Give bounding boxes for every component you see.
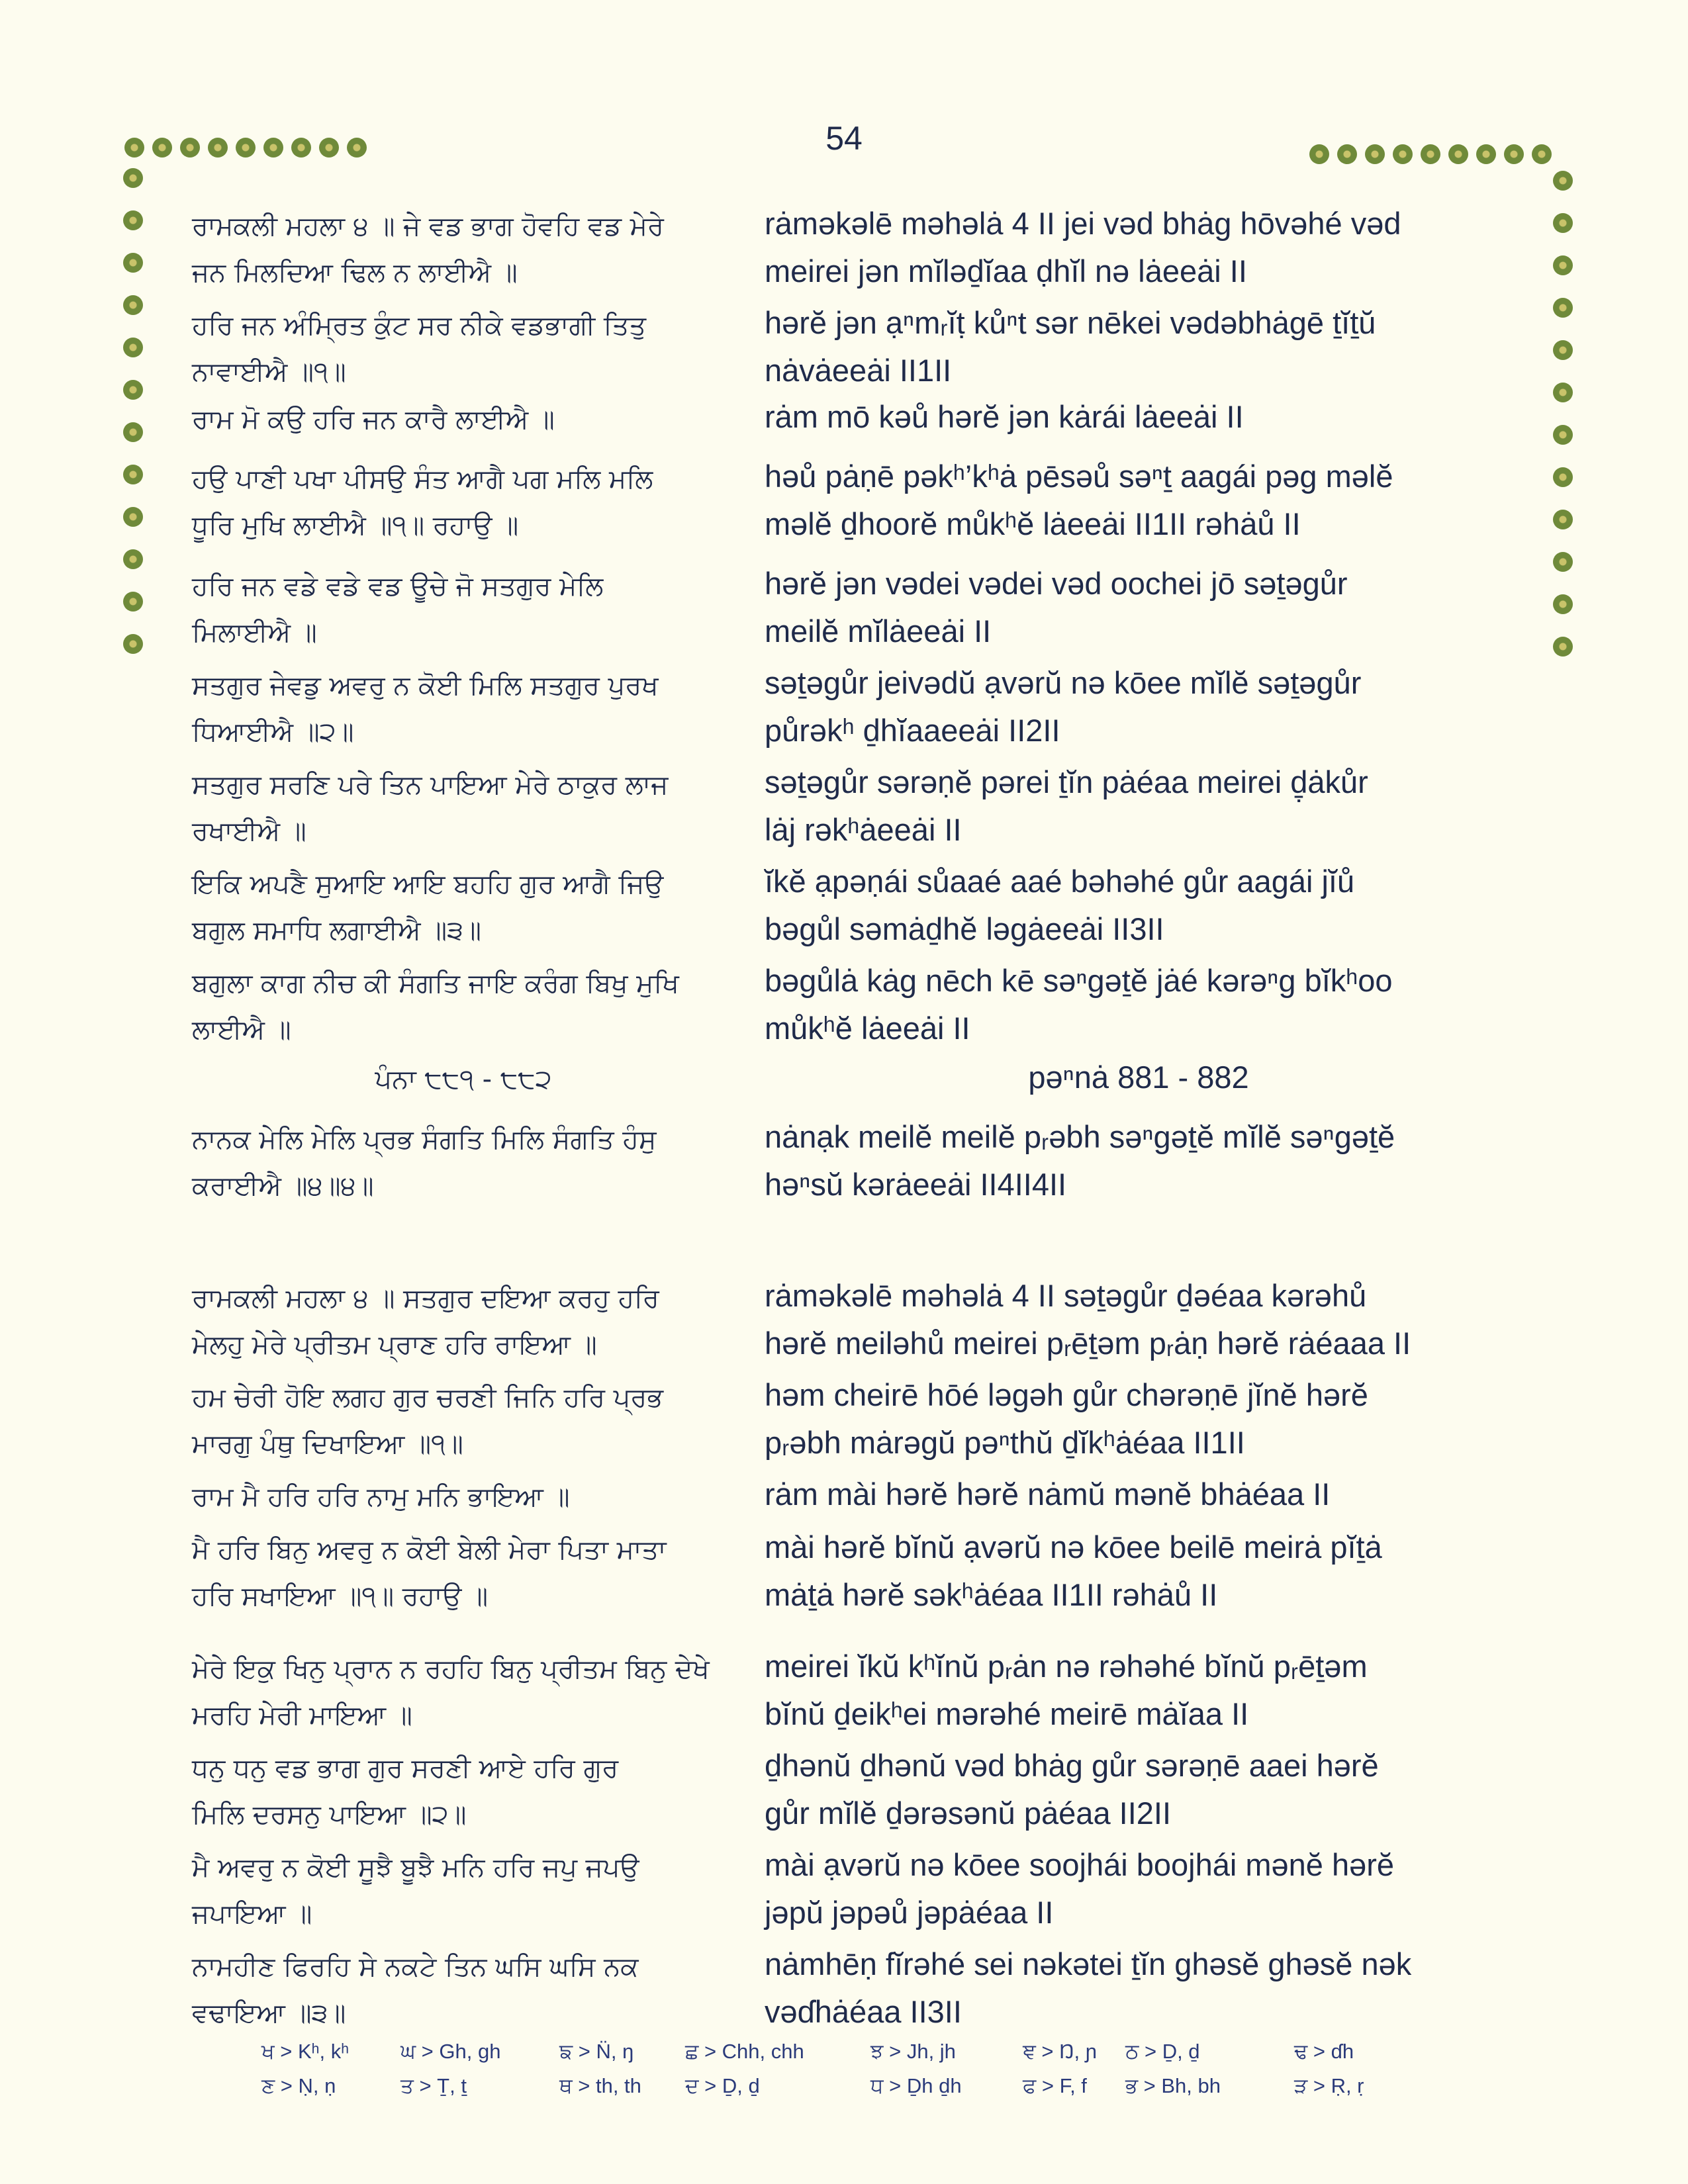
gurmukhi-line: ਬਗੁਲ ਸਮਾਧਿ ਲਗਾਈਐ ॥੩॥ (192, 915, 481, 946)
flower-ornament-icon (1393, 144, 1413, 164)
gurmukhi-verse (192, 457, 735, 549)
flower-ornament-icon (1553, 637, 1573, 657)
flower-ornament-icon (180, 138, 200, 158)
flower-ornament-icon (1337, 144, 1357, 164)
flower-ornament-icon (1448, 144, 1468, 164)
transliteration-line: mài hərĕ bĭnŭ ạvərŭ nə kōee beilē meirȧ pĭṯȧ (765, 1529, 1382, 1565)
transliteration-verse (765, 659, 1513, 754)
legend-item: ਞ > Ŋ, ɲ (1023, 2040, 1098, 2063)
gurmukhi-verse (192, 663, 735, 756)
flower-ornament-icon (208, 138, 228, 158)
transliteration-line: bəgůlȧ kȧg nēch kē səⁿgəṯĕ jȧé kərəⁿg bĭkʰoo (765, 963, 1393, 998)
gurmukhi-line: ਰਖਾਈਐ ॥ (192, 816, 306, 846)
transliteration-verse (765, 560, 1513, 655)
transliteration-line: həⁿsŭ kərȧeeȧi II4II4II (765, 1167, 1067, 1202)
transliteration-line: ḏhənŭ ḏhənŭ vəd bhȧg gůr sərəṇē aaei hərĕ (765, 1748, 1379, 1783)
transliteration-verse (765, 299, 1513, 394)
transliteration-line: həm cheirē hōé ləgəh gůr chərəṇē jĭnĕ hərĕ (765, 1377, 1368, 1412)
gurmukhi-verse (192, 1375, 735, 1468)
gurmukhi-line: ਮਾਰਗੁ ਪੰਥੁ ਦਿਖਾਇਆ ॥੧॥ (192, 1429, 463, 1459)
transliteration-line: nȧmhēṇ fĭrəhé sei nəkətei ṯĭn ghəsĕ ghəsĕ nək (765, 1946, 1412, 1981)
flower-ornament-icon (123, 338, 143, 357)
gurmukhi-verse (192, 303, 735, 396)
transliteration-line: můkʰĕ lȧeeȧi II (765, 1011, 970, 1046)
legend-item: ਖ > Kʰ, kʰ (261, 2040, 350, 2063)
flower-ornament-icon (291, 138, 311, 158)
gurmukhi-line: ਜਪਾਇਆ ॥ (192, 1899, 312, 1929)
transliteration-line: bəgůl səmȧḏhĕ ləgȧeeȧi II3II (765, 911, 1164, 946)
gurmukhi-line: ਹਰਿ ਜਨ ਅੰਮ੍ਰਿਤ ਕੁੰਟ ਸਰ ਨੀਕੇ ਵਡਭਾਗੀ ਤਿਤੁ (192, 310, 647, 341)
gurmukhi-line: ਕਰਾਈਐ ॥੪॥੪॥ (192, 1171, 374, 1201)
legend-item: ਛ > Chh, chh (685, 2040, 804, 2063)
transliteration-line: gůr mĭlĕ ḏərəsənŭ pȧéaa II2II (765, 1796, 1172, 1831)
gurmukhi-verse (192, 1117, 735, 1210)
flower-ornament-icon (123, 465, 143, 484)
flower-ornament-icon (1553, 255, 1573, 275)
gurmukhi-verse (192, 862, 735, 954)
transliteration-line: nȧvȧeeȧi II1II (765, 353, 952, 388)
flower-ornament-icon (1553, 510, 1573, 529)
transliteration-line: bĭnŭ ḏeikʰei mərəhé meirē mȧĭaa II (765, 1696, 1249, 1731)
gurmukhi-line: ਮਰਹਿ ਮੇਰੀ ਮਾਇਆ ॥ (192, 1700, 412, 1731)
gurmukhi-verse (192, 397, 735, 442)
transliteration-line: həů pȧṇē pəkʰ’kʰȧ pēsəů səⁿṯ aagái pəg məlĕ (765, 459, 1393, 494)
legend-item: ਙ > N̈, ŋ (559, 2040, 634, 2063)
gurmukhi-verse (192, 1475, 735, 1520)
transliteration-line: nȧnạk meilĕ meilĕ pᵣəbh səⁿgəṯĕ mĭlĕ səⁿgəṯĕ (765, 1119, 1395, 1154)
gurmukhi-verse (192, 1845, 735, 1938)
flower-ornament-icon (1309, 144, 1329, 164)
gurmukhi-line: ਬਗੁਲਾ ਕਾਗ ਨੀਚ ਕੀ ਸੰਗਤਿ ਜਾਇ ਕਰੰਗ ਬਿਖੁ ਮੁਖਿ (192, 968, 679, 999)
flower-ornament-icon (123, 634, 143, 654)
transliteration-verse (765, 1113, 1513, 1208)
transliteration-verse (765, 1742, 1513, 1837)
flower-ornament-icon (123, 422, 143, 442)
flower-ornament-icon (319, 138, 339, 158)
transliteration-verse (765, 1272, 1513, 1367)
transliteration-verse (765, 1841, 1513, 1936)
legend-item: ਝ > Jh, jh (870, 2040, 956, 2063)
page-number: 54 (825, 120, 863, 157)
flower-ornament-icon (1532, 144, 1552, 164)
gurmukhi-verse (192, 1944, 735, 2037)
transliteration-verse (765, 1371, 1513, 1467)
transliteration-verse (765, 1471, 1513, 1518)
transliteration-line: meirei jən mĭləḏĭaa ḍhĭl nə lȧeeȧi II (765, 253, 1247, 289)
flower-ornament-icon (123, 295, 143, 315)
flower-ornament-icon (1476, 144, 1496, 164)
transliteration-line: məlĕ ḏhoorĕ můkʰĕ lȧeeȧi II1II rəhȧů II (765, 506, 1301, 541)
legend-item: ਘ > Gh, gh (400, 2040, 501, 2063)
gurmukhi-line: ਮੇਲਹੁ ਮੇਰੇ ਪ੍ਰੀਤਮ ਪ੍ਰਾਣ ਹਰਿ ਰਾਇਆ ॥ (192, 1330, 597, 1360)
legend-item: ਢ > ɗh (1294, 2040, 1354, 2063)
gurmukhi-line: ਮੇਰੇ ਇਕੁ ਖਿਨੁ ਪ੍ਰਾਨ ਨ ਰਹਹਿ ਬਿਨੁ ਪ੍ਰੀਤਮ ਬਿਨੁ ਦੇਖੇ (192, 1654, 710, 1684)
gurmukhi-line: ਮੈ ਅਵਰੁ ਨ ਕੋਈ ਸੂਝੈ ਬੂਝੈ ਮਨਿ ਹਰਿ ਜਪੁ ਜਪਉ (192, 1852, 639, 1883)
transliteration-line: meirei ĭkŭ kʰĭnŭ pᵣȧn nə rəhəhé bĭnŭ pᵣēṯəm (765, 1649, 1368, 1684)
legend-item: ਫ > F, f (1023, 2074, 1087, 2097)
flower-ornament-icon (123, 168, 143, 188)
gurmukhi-line: ਰਾਮਕਲੀ ਮਹਲਾ ੪ ॥ ਸਤਗੁਰ ਦਇਆ ਕਰਹੁ ਹਰਿ (192, 1283, 659, 1314)
transliteration-line: rȧm mài hərĕ hərĕ nȧmŭ mənĕ bhȧéaa II (765, 1477, 1331, 1512)
transliteration-line: pᵣəbh mȧrəgŭ pəⁿthŭ ḏĭkʰȧéaa II1II (765, 1425, 1245, 1460)
flower-ornament-icon (152, 138, 172, 158)
gurmukhi-verse (192, 1647, 735, 1739)
flower-ornament-icon (1553, 340, 1573, 360)
page-range-translit: pəⁿnȧ 881 - 882 (1028, 1060, 1249, 1095)
gurmukhi-line: ਧਨੁ ਧਨੁ ਵਡ ਭਾਗ ਗੁਰ ਸਰਣੀ ਆਏ ਹਰਿ ਗੁਰ (192, 1753, 619, 1784)
flower-ornament-icon (1553, 552, 1573, 572)
transliteration-line: rȧm mō kəů hərĕ jən kȧrái lȧeeȧi II (765, 399, 1244, 434)
transliteration-verse (765, 957, 1513, 1052)
gurmukhi-verse (192, 564, 735, 657)
flower-ornament-icon (123, 592, 143, 612)
gurmukhi-line: ਨਾਨਕ ਮੇਲਿ ਮੇਲਿ ਪ੍ਰਭ ਸੰਗਤਿ ਮਿਲਿ ਸੰਗਤਿ ਹੰਸੁ (192, 1124, 657, 1155)
flower-ornament-icon (124, 138, 144, 158)
legend-item: ਧ > Ḏh ḏh (870, 2074, 962, 2097)
gurmukhi-line: ਹਮ ਚੇਰੀ ਹੋਇ ਲਗਹ ਗੁਰ ਚਰਣੀ ਜਿਨਿ ਹਰਿ ਪ੍ਰਭ (192, 1383, 663, 1413)
transliteration-line: mài ạvərŭ nə kōee soojhái boojhái mənĕ hərĕ (765, 1847, 1395, 1882)
flower-ornament-icon (123, 549, 143, 569)
gurmukhi-line: ਹਉ ਪਾਣੀ ਪਖਾ ਪੀਸਉ ਸੰਤ ਆਗੈ ਪਗ ਮਲਿ ਮਲਿ (192, 464, 653, 494)
gurmukhi-line: ਮਿਲਾਈਐ ॥ (192, 617, 317, 648)
gurmukhi-line: ਧਿਆਈਐ ॥੨॥ (192, 717, 354, 747)
gurmukhi-line: ਨਾਵਾਈਐ ॥੧॥ (192, 357, 346, 387)
transliteration-line: hərĕ jən vədei vədei vəd oochei jō səṯəgůr (765, 566, 1348, 601)
transliteration-line: səṯəgůr sərəṇĕ pərei ṯĭn pȧéaa meirei ḏ̣ȧkůr (765, 764, 1368, 799)
gurmukhi-line: ਧੂਰਿ ਮੁਖਿ ਲਾਈਐ ॥੧॥ ਰਹਾਉ ॥ (192, 510, 519, 541)
transliteration-verse (765, 200, 1513, 295)
page-range-gurmukhi: ਪੰਨਾ ੮੮੧ - ੮੮੨ (375, 1064, 552, 1095)
transliteration-line: rȧməkəlē məhəlȧ 4 II jei vəd bhȧg hōvəhé vəd (765, 206, 1401, 241)
transliteration-verse (765, 758, 1513, 854)
gurmukhi-line: ਇਕਿ ਅਪਣੈ ਸੁਆਇ ਆਇ ਬਹਹਿ ਗੁਰ ਆਗੈ ਜਿਉ (192, 869, 664, 899)
transliteration-verse (765, 858, 1513, 953)
gurmukhi-line: ਰਾਮ ਮੈ ਹਰਿ ਹਰਿ ਨਾਮੁ ਮਨਿ ਭਾਇਆ ॥ (192, 1482, 570, 1512)
flower-ornament-icon (1421, 144, 1440, 164)
flower-ornament-icon (1553, 425, 1573, 445)
legend-item: ਦ > Ḏ, ḏ (685, 2074, 760, 2097)
flower-ornament-icon (236, 138, 256, 158)
gurmukhi-line: ਵਢਾਇਆ ॥੩॥ (192, 1998, 346, 2028)
transliteration-verse (765, 1524, 1513, 1619)
flower-ornament-icon (1553, 298, 1573, 318)
flower-ornament-icon (1504, 144, 1524, 164)
flower-ornament-icon (1365, 144, 1385, 164)
transliteration-line: půrəkʰ ḏhĭaaeeȧi II2II (765, 713, 1060, 748)
gurmukhi-line: ਨਾਮਹੀਣ ਫਿਰਹਿ ਸੇ ਨਕਟੇ ਤਿਨ ਘਸਿ ਘਸਿ ਨਕ (192, 1952, 639, 1982)
gurmukhi-line: ਲਾਈਐ ॥ (192, 1015, 291, 1045)
gurmukhi-line: ਮਿਲਿ ਦਰਸਨੁ ਪਾਇਆ ॥੨॥ (192, 1799, 467, 1830)
flower-ornament-icon (1553, 213, 1573, 233)
flower-ornament-icon (263, 138, 283, 158)
gurmukhi-line: ਸਤਗੁਰ ਸਰਣਿ ਪਰੇ ਤਿਨ ਪਾਇਆ ਮੇਰੇ ਠਾਕੁਰ ਲਾਜ (192, 770, 669, 800)
transliteration-line: səṯəgůr jeivədŭ ạvərŭ nə kōee mĭlĕ səṯəgůr (765, 665, 1362, 700)
transliteration-line: vəɗhȧéaa II3II (765, 1994, 962, 2029)
transliteration-line: lȧj rəkʰȧeeȧi II (765, 812, 962, 847)
legend-item: ਤ > Ṯ, ṯ (400, 2074, 467, 2097)
gurmukhi-verse (192, 1746, 735, 1839)
gurmukhi-verse (192, 1276, 735, 1369)
gurmukhi-line: ਮੈ ਹਰਿ ਬਿਨੁ ਅਵਰੁ ਨ ਕੋਈ ਬੇਲੀ ਮੇਰਾ ਪਿਤਾ ਮਾਤਾ (192, 1535, 667, 1565)
transliteration-verse (765, 1643, 1513, 1738)
gurmukhi-verse (192, 1527, 735, 1620)
gurmukhi-line: ਜਨ ਮਿਲਦਿਆ ਢਿਲ ਨ ਲਾਈਐ ॥ (192, 257, 518, 288)
flower-ornament-icon (1553, 467, 1573, 487)
transliteration-line: meilĕ mĭlȧeeȧi II (765, 614, 992, 649)
flower-ornament-icon (123, 380, 143, 400)
legend-item: ਠ > Ḏ, ḏ (1125, 2040, 1200, 2063)
transliteration-line: ĭkĕ ạpəṇái sůaaé aaé bəhəhé gůr aagái jĭů (765, 864, 1355, 899)
transliteration-line: jəpŭ jəpəů jəpȧéaa II (765, 1895, 1054, 1930)
transliteration-line: rȧməkəlē məhəlȧ 4 II səṯəgůr ḏəéaa kərəhů (765, 1278, 1367, 1313)
gurmukhi-verse (192, 961, 735, 1054)
flower-ornament-icon (123, 253, 143, 273)
transliteration-verse (765, 453, 1513, 548)
gurmukhi-line: ਹਰਿ ਸਖਾਇਆ ॥੧॥ ਰਹਾਉ ॥ (192, 1581, 489, 1612)
gurmukhi-line: ਹਰਿ ਜਨ ਵਡੇ ਵਡੇ ਵਡ ਊਚੇ ਜੋ ਸਤਗੁਰ ਮੇਲਿ (192, 571, 604, 602)
transliteration-line: hərĕ meiləhů meirei pᵣēṯəm pᵣȧṇ hərĕ rȧéaaa II (765, 1326, 1411, 1361)
flower-ornament-icon (1553, 383, 1573, 402)
legend-item: ਥ > th, th (559, 2074, 641, 2097)
legend-item: ੜ > Ṛ, ṛ (1294, 2074, 1364, 2097)
transliteration-verse (765, 393, 1513, 441)
transliteration-verse (765, 1940, 1513, 2036)
gurmukhi-verse (192, 762, 735, 855)
transliteration-line: hərĕ jən ạⁿmᵣĭṭ kůⁿt sər nēkei vədəbhȧgē ṯĭṯŭ (765, 305, 1376, 340)
gurmukhi-line: ਰਾਮਕਲੀ ਮਹਲਾ ੪ ॥ ਜੇ ਵਡ ਭਾਗ ਹੋਵਹਿ ਵਡ ਮੇਰੇ (192, 211, 664, 242)
flower-ornament-icon (1553, 594, 1573, 614)
transliteration-line: mȧṯȧ hərĕ səkʰȧéaa II1II rəhȧů II (765, 1577, 1218, 1612)
gurmukhi-line: ਰਾਮ ਮੋ ਕਉ ਹਰਿ ਜਨ ਕਾਰੈ ਲਾਈਐ ॥ (192, 404, 555, 435)
gurmukhi-verse (192, 204, 735, 296)
legend-item: ਭ > Bh, bh (1125, 2074, 1221, 2097)
flower-ornament-icon (123, 507, 143, 527)
flower-ornament-icon (347, 138, 367, 158)
flower-ornament-icon (123, 210, 143, 230)
flower-ornament-icon (1553, 171, 1573, 191)
legend-item: ਣ > Ṇ, ṇ (261, 2074, 336, 2097)
gurmukhi-line: ਸਤਗੁਰ ਜੇਵਡੁ ਅਵਰੁ ਨ ਕੋਈ ਮਿਲਿ ਸਤਗੁਰ ਪੁਰਖ (192, 670, 659, 701)
